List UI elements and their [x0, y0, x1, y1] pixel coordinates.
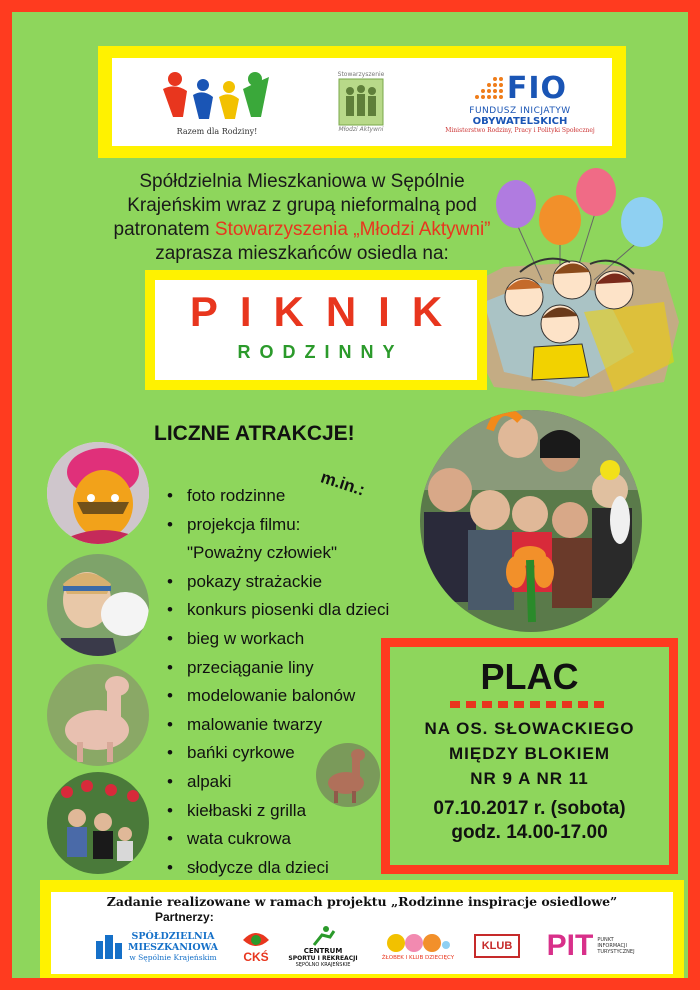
attraction-text: modelowanie balonów [187, 686, 356, 706]
pit-subtext: PUNKT INFORMACJI TURYSTYCZNEJ [597, 937, 635, 955]
runner-icon [310, 925, 336, 947]
bullet-icon: • [167, 514, 173, 534]
intro-line-2: Krajeńskim wraz z grupą nieformalną pod [127, 195, 477, 216]
sm-line-2: MIESZKANIOWA [127, 941, 219, 953]
attraction-text: bańki cyrkowe [187, 743, 295, 763]
razem-caption: Razem dla Rodziny! [176, 126, 258, 136]
intro-line-3-prefix: patronatem [113, 219, 215, 240]
fio-title: FIO [506, 70, 568, 106]
pit-text: PIT [546, 929, 594, 962]
balloons-kids-illustration [464, 162, 692, 412]
place-line-1: NA OS. SŁOWACKIEGO [424, 719, 635, 738]
fio-logo [430, 58, 610, 146]
place-box-inner [390, 647, 669, 865]
attraction-text: kiełbaski z grilla [187, 800, 307, 820]
razem-dla-rodziny-logo [142, 58, 292, 146]
attraction-text: pokazy strażackie [187, 571, 323, 591]
cotton-candy-photo [47, 554, 149, 656]
bullet-icon: • [167, 771, 173, 791]
bullet-icon: • [167, 743, 173, 763]
footer-banner [40, 880, 684, 984]
building-icon [94, 931, 124, 961]
event-title: PIKNIK [189, 288, 465, 335]
bullet-icon: • [167, 857, 173, 877]
mlodzi-bottom-text: Młodzi Aktywni [338, 126, 384, 133]
attraction-text: bieg w workach [187, 628, 305, 648]
event-title-box [145, 270, 487, 390]
bullet-icon: • [167, 486, 173, 505]
bullet-icon: • [167, 800, 173, 820]
balloon-group-photo [420, 410, 642, 632]
attractions-note: m.in.: [318, 467, 368, 500]
centrum-line-3: SĘPÓLNO KRAJEŃSKIE [295, 961, 351, 968]
attraction-item [167, 539, 389, 568]
attraction-item [167, 825, 389, 854]
footer-inner [51, 892, 673, 974]
attraction-text: przeciąganie liny [187, 657, 314, 677]
attraction-text: słodycze dla dzieci [187, 857, 329, 877]
partner-spoldzielnia-logo [91, 922, 221, 970]
face-painting-photo [47, 442, 149, 544]
attraction-text: foto rodzinne [187, 486, 286, 505]
attraction-item [167, 482, 389, 511]
centrum-line-2: SPORTU I REKREACJI [288, 954, 358, 962]
event-title-inner [155, 280, 477, 380]
alpaca-photo [47, 664, 149, 766]
attraction-text: wata cukrowa [187, 829, 291, 849]
family-photo [47, 772, 149, 874]
event-subtitle: RODZINNY [237, 342, 404, 362]
attraction-text: projekcja filmu: [187, 514, 301, 534]
bullet-icon: • [167, 657, 173, 677]
attraction-text: "Poważny człowiek" [187, 543, 338, 563]
place-line-2: MIĘDZY BLOKIEM [448, 744, 611, 763]
logo-banner [98, 46, 626, 158]
attraction-item [167, 568, 389, 597]
partner-centrum-logo [283, 922, 363, 970]
event-date: 07.10.2017 r. (sobota) [433, 798, 626, 819]
youth-group-icon [338, 78, 384, 126]
attraction-item [167, 625, 389, 654]
eye-icon [241, 928, 271, 950]
cko-text: CKŚ [243, 950, 269, 964]
bullet-icon: • [167, 628, 173, 648]
intro-line-3-highlight: Stowarzyszenia „Młodzi Aktywni” [214, 219, 491, 240]
attractions-list [167, 482, 389, 882]
logo-banner-inner [112, 58, 612, 146]
bullet-icon: • [167, 686, 173, 706]
partner-pit-logo [539, 922, 649, 970]
attraction-item [167, 854, 389, 883]
partner-klub-logo [471, 922, 523, 970]
intro-line-4: zaprasza mieszkańców osiedla na: [155, 243, 449, 264]
bullet-icon: • [167, 829, 173, 849]
place-line-3: NR 9 A NR 11 [470, 769, 589, 788]
partner-zlobek-logo [373, 922, 463, 970]
event-time: godz. 14.00-17.00 [451, 822, 608, 843]
intro-line-1: Spółdzielnia Mieszkaniowa w Sępólnie [139, 171, 465, 192]
centrum-line-1: CENTRUM [303, 946, 343, 955]
bullet-icon: • [167, 571, 173, 591]
attraction-text: alpaki [187, 771, 232, 791]
klub-text: KLUB [474, 934, 521, 958]
mlodzi-top-text: Stowarzyszenie [337, 71, 385, 78]
attraction-text: malowanie twarzy [187, 714, 323, 734]
mlodzi-aktywni-logo [326, 58, 396, 146]
partner-cko-logo [231, 922, 281, 970]
zlobek-text: ŻŁOBEK I KLUB DZIECIĘCY [381, 955, 455, 961]
place-heading: PLAC [480, 656, 579, 697]
sm-line-3: w Sępólnie Krajeńskim [129, 952, 217, 962]
sm-line-1: SPÓŁDZIELNIA [131, 930, 215, 942]
smiling-faces-icon [386, 931, 450, 955]
attraction-text: konkurs piosenki dla dzieci [187, 600, 390, 620]
small-alpaca-photo [316, 743, 380, 807]
attraction-item [167, 596, 389, 625]
attraction-item [167, 511, 389, 540]
attraction-item [167, 654, 389, 683]
bullet-icon: • [167, 600, 173, 620]
attraction-item [167, 711, 389, 740]
fio-sub1: FUNDUSZ INICJATYW [469, 105, 571, 116]
fio-sub2: OBYWATELSKICH [472, 115, 568, 127]
place-box [381, 638, 678, 874]
family-figures-icon [157, 69, 277, 125]
place-divider [450, 701, 610, 708]
project-statement: Zadanie realizowane w ramach projektu „Rodzinne inspiracje osiedlowe” [106, 894, 618, 909]
partners-label: Partnerzy: [155, 910, 214, 924]
attraction-item [167, 682, 389, 711]
attractions-heading: LICZNE ATRAKCJE! [154, 422, 355, 445]
fio-dots-icon [473, 75, 507, 101]
fio-sub3: Ministerstwo Rodziny, Pracy i Polityki Społecznej [445, 126, 595, 134]
bullet-icon: • [167, 714, 173, 734]
